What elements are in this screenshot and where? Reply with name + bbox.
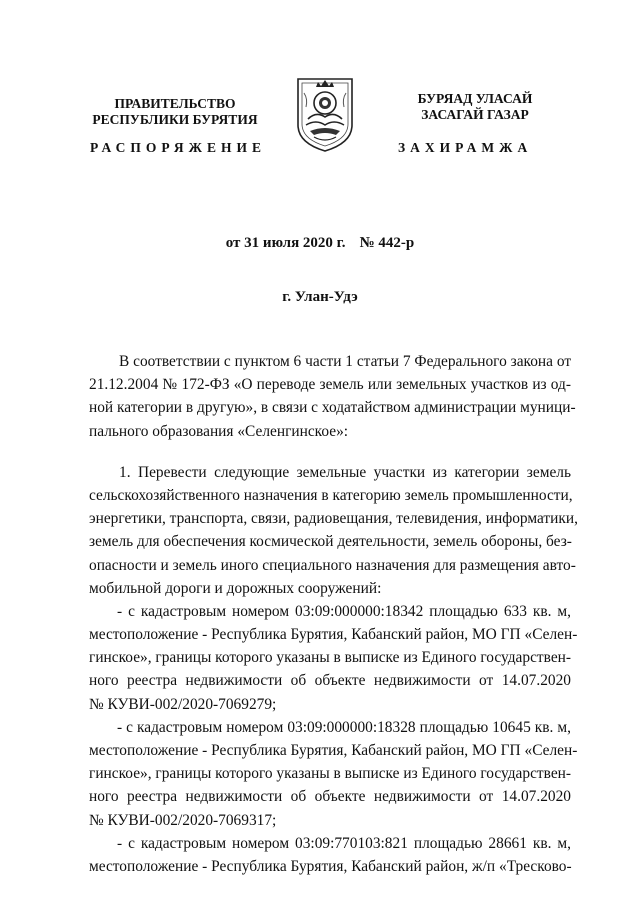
coat-of-arms-emblem	[294, 73, 356, 153]
document-city: г. Улан-Удэ	[282, 289, 358, 305]
government-name-buryat	[365, 91, 585, 123]
text-line: местоположение - Республика Бурятия, Кабанский район, МО ГП «Селен-	[89, 626, 578, 644]
government-name-line: РЕСПУБЛИКИ БУРЯТИЯ	[92, 112, 258, 127]
document-number: № 442-р	[359, 235, 415, 251]
government-name-line: ЗАСАГАЙ ГАЗАР	[421, 107, 529, 122]
government-name-line: ПРАВИТЕЛЬСТВО	[114, 96, 236, 111]
text-line: мобильной дороги и дорожных сооружений:	[89, 579, 382, 597]
text-line: ного реестра недвижимости об объекте недвижимости от 14.07.2020	[89, 672, 571, 690]
text-line: № КУВИ-002/2020-7069317;	[89, 811, 277, 829]
government-name-line: БУРЯАД УЛАСАЙ	[417, 91, 533, 106]
text-line: - с кадастровым номером 03:09:770103:821 площадью 28661 кв. м,	[117, 834, 571, 852]
government-name-russian	[70, 96, 280, 128]
text-line: № КУВИ-002/2020-7069279;	[89, 695, 277, 713]
text-line: гинское», границы которого указаны в выписке из Единого государствен-	[89, 765, 572, 783]
document-date: от 31 июля 2020 г.	[225, 235, 346, 251]
text-line: В соответствии с пунктом 6 части 1 статьи 7 Федерального закона от	[119, 353, 572, 370]
text-line: местоположение - Республика Бурятия, Кабанский район, ж/п «Тресково-	[89, 857, 572, 875]
text-line: 1. Перевести следующие земельные участки из категории земель	[119, 463, 571, 481]
text-line: 21.12.2004 № 172-ФЗ «О переводе земель или земельных участков из од-	[89, 376, 571, 394]
text-line: ной категории в другую», в связи с ходатайством администрации муници-	[89, 399, 576, 417]
text-line: опасности и земель иного специального назначения для размещения авто-	[89, 556, 576, 574]
preamble-paragraph	[89, 350, 576, 443]
document-date-number	[0, 235, 640, 252]
text-line: земель для обеспечения космической деятельности, земель обороны, без-	[89, 533, 572, 551]
document-type-russian: РАСПОРЯЖЕНИЕ	[90, 140, 267, 155]
document-type-buryat: ЗАХИРАМЖА	[398, 140, 533, 155]
text-line: пального образования «Селенгинское»:	[89, 422, 349, 440]
text-line: сельскохозяйственного назначения в категорию земель промышленности,	[89, 486, 573, 504]
item-1-paragraph	[89, 461, 578, 600]
text-line: ного реестра недвижимости об объекте недвижимости от 14.07.2020	[89, 788, 571, 806]
document-body	[89, 350, 578, 878]
text-line: местоположение - Республика Бурятия, Кабанский район, МО ГП «Селен-	[89, 742, 578, 759]
text-line: гинское», границы которого указаны в выписке из Единого государствен-	[89, 649, 572, 667]
text-line: энергетики, транспорта, связи, радиовещания, телевидения, информатики,	[89, 510, 578, 528]
text-line: - с кадастровым номером 03:09:000000:18342 площадью 633 кв. м,	[117, 602, 571, 620]
land-plot-item	[89, 832, 571, 878]
text-line: - с кадастровым номером 03:09:000000:18328 площадью 10645 кв. м,	[117, 718, 571, 736]
land-plot-item	[89, 600, 578, 716]
land-plot-item	[89, 716, 578, 832]
